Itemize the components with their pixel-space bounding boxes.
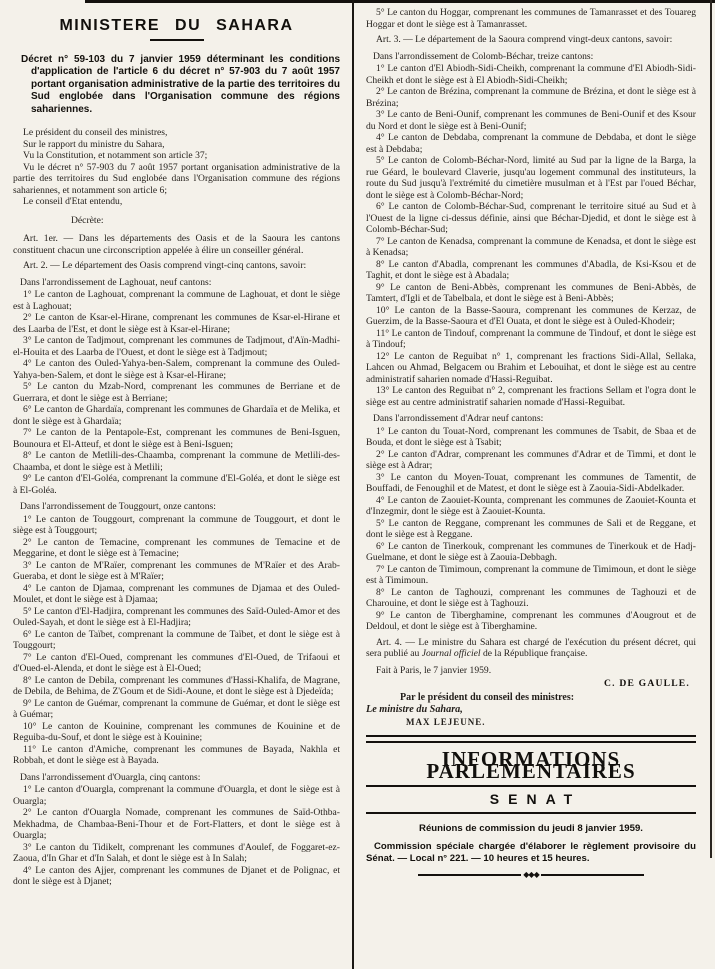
decree-paragraph: Vu la Constitution, et notamment son article 37; [23,150,208,162]
article-4-text: Art. 4. — Le ministre du Sahara est chargé de l'exécution du présent décret, qui sera publié au [366,636,696,659]
decree-paragraph: 12° Le canton de Reguibat n° 1, comprenant les fractions Sidi-Allal, Sellaka, Lahcen ou Ahmad, Belgacem ou Brahim et Lebouihat, et dont le siège est au centre administratif saharien nomade d'Hassi-Reguibat. [366,350,696,385]
column-divider-rule [352,0,354,969]
decree-paragraph: 9° Le canton de Guémar, comprenant la commune de Guémar, et dont le siège est à Guémar; [13,697,340,721]
decree-paragraph: 5° Le canton du Mzab-Nord, comprenant les communes de Berriane et de Guerrara, et dont le siège est à Berriane; [13,381,340,404]
divider-line [418,874,521,876]
decree-paragraph: 5° Le canton d'El-Hadjira, comprenant les communes des Saïd-Ouled-Amor et des Ouled-Sayah, et dont le siège est à El-Hadjira; [13,605,340,629]
senat-heading: SENAT [489,791,582,807]
decree-paragraph: Sur le rapport du ministre du Sahara, [23,138,165,150]
decree-paragraph: 8° Le canton d'Abadla, comprenant les communes d'Abadla, de Ksi-Ksou et de Taghit, et dont le siège est à Abadala; [366,258,696,281]
decree-paragraph: 2° Le canton de Brézina, comprenant la commune de Brézina, et dont le siège est à Brézina; [366,86,696,109]
decree-paragraph: Dans l'arrondissement d'Ouargla, cinq cantons: [20,771,201,783]
decree-paragraph: 11° Le canton d'Amiche, comprenant les communes de Bayada, Nakhla et Robbah, et dont le siège est à Bayada. [13,743,340,767]
decree-paragraph: 9° Le canton d'El-Goléa, comprenant la commune d'El-Goléa, et dont le siège est à El-Goléa. [13,473,340,496]
decree-paragraph: 7° Le canton de Timimoun, comprenant la commune de Timimoun, et dont le siège est à Timimoun. [366,563,696,586]
commission-notice: Commission spéciale chargée d'élaborer le règlement provisoire du Sénat. — Local n° 221. — 10 heures et 15 heures. [366,841,696,864]
decree-paragraph: 4° Le canton de Debdaba, comprenant la commune de Debdaba, et dont le siège est à Debdaba; [366,132,696,155]
divider-line [541,874,644,876]
decree-paragraph: 1° Le canton d'El Abiodh-Sidi-Cheikh, comprenant la commune d'El Abiodh-Sidi-Cheikh et dont le siège est à El Abiodh-Sidi-Cheikh; [366,63,696,86]
signature-de-gaulle: C. DE GAULLE. [604,678,690,689]
decree-paragraph: 9° Le canton de Tiberghamine, comprenant les communes d'Aougrout et de Deldoul, et dont le siège est à Tiberghamine. [366,609,696,632]
decree-paragraph: 6° Le canton de Taïbet, comprenant la commune de Taïbet, et dont le siège est à Touggourt; [13,628,340,652]
decree-paragraph: 11° Le canton de Tindouf, comprenant la commune de Tindouf, et dont le siège est à Tindouf; [366,327,696,350]
decree-body-left [13,127,340,888]
countersign-intro: Par le président du conseil des ministres: [400,691,575,703]
decree-paragraph: 1° Le canton du Touat-Nord, comprenant les communes de Tsabit, de Sbaa et de Bouda, et dont le siège est à Tsabit; [366,425,696,448]
decree-paragraph: 3° Le canton de Tadjmout, comprenant les communes de Tadjmout, d'Aïn-Madhi-el-Houita et des Laarba de l'Ouest, et dont le siège est à Tadjmout; [13,335,340,358]
decree-body-right [366,7,696,633]
countersign-title: Le ministre du Sahara, [366,704,463,715]
decree-paragraph: 8° Le canton de Metlili-des-Chaamba, comprenant la commune de Metlili-des-Chaamba, et dont le siège est à Metlili; [13,450,340,473]
decree-paragraph: Le conseil d'Etat entendu, [23,196,123,208]
decree-paragraph: 4° Le canton de Zaouiet-Kounta, comprenant les communes de Zaouiet-Kounta et d'Inzegmir, dont le siège est à Zaouiet-Kounta. [366,494,696,517]
decree-paragraph: 6° Le canton de Colomb-Béchar-Sud, comprenant le territoire situé au Sud et à l'Ouest de la ligne ci-dessus définie, ainsi que Béchar-Djedid, et dont le siège est à Colomb-Béchar-Sud; [366,201,696,235]
decree-paragraph: Le président du conseil des ministres, [23,127,168,139]
decree-paragraph: Dans l'arrondissement d'Adrar neuf cantons: [373,413,544,424]
decree-paragraph: 8° Le canton de Debila, comprenant les communes d'Hassi-Khalifa, de Magrane, de Debila, de Behima, de Z'Goum et de Sidi-Aoune, et dont le siège est à Djedeïda; [13,674,340,698]
right-column [366,0,696,969]
ministry-title: MINISTERE DU SAHARA [59,17,294,34]
decree-paragraph: 5° Le canton du Hoggar, comprenant les communes de Tamanrasset et des Touareg Hoggar et dont le siège est à Tamanrasset. [366,7,696,30]
informations-parlementaires-heading: INFORMATIONS PARLEMENTAIRES [426,747,636,783]
decree-paragraph: 8° Le canton de Taghouzi, comprenant les communes de Taghouzi et de Charouine, et dont le siège est à Taghouzi. [366,586,696,609]
decree-paragraph: Art. 2. — Le département des Oasis comprend vingt-cinq cantons, savoir: [23,260,307,272]
decree-paragraph: 3° Le canton du Moyen-Touat, comprenant les communes de Tamentit, de Bouffadi, de Fenoughil et de Matest, et dont le siège est à Zaouia-Sidi-Abdelkader. [366,471,696,494]
decree-paragraph: Vu le décret n° 57-903 du 7 août 1957 portant organisation administrative de la partie des territoires du Sud englobée dans l'Organisation commune des régions sahariennes, et notamment son article 6; [13,161,340,196]
section-double-rule [366,735,696,743]
decree-paragraph: 5° Le canton de Colomb-Béchar-Nord, limité au Sud par la ligne de la Barga, la rue Géard, le boulevard Claverie, jusqu'au logement communal des instituteurs, la route du Sud jusqu'à l'extrémité du cimetière musulman et à l'Est par l'oued Béchar, dont le siège est à Colomb-Béchar-Nord; [366,155,696,201]
decree-paragraph: 10° Le canton de la Basse-Saoura, comprenant les communes de Kerzaz, de Guerzim, de la Basse-Saoura et d'El Ouata, et dont le siège est à Ouled-Khodeir; [366,304,696,327]
signature-place-date: Fait à Paris, le 7 janvier 1959. [376,664,492,676]
decree-paragraph: Dans l'arrondissement de Touggourt, onze cantons: [20,501,216,513]
end-divider [366,871,696,879]
decree-paragraph: 7° Le canton de la Pentapole-Est, comprenant les communes de Beni-Isguen, Bounoura et El-Atteuf, et dont le siège est à Beni-Isguen; [13,427,340,450]
article-4-paragraph [366,637,696,660]
commission-meetings-heading: Réunions de commission du jeudi 8 janvier 1959. [419,822,643,834]
decree-paragraph: 7° Le canton d'El-Oued, comprenant les communes d'El-Oued, de Trifaoui et d'Oued-el-Alenda, et dont le siège est à El-Oued; [13,651,340,675]
decree-paragraph: 2° Le canton de Temacine, comprenant les communes de Temacine et de Meggarine, et dont le siège est à Temacine; [13,536,340,560]
decree-paragraph: Dans l'arrondissement de Laghouat, neuf cantons: [20,276,212,288]
decree-paragraph: 1° Le canton de Touggourt, comprenant la commune de Touggourt, et dont le siège est à Touggourt; [13,513,340,537]
decree-paragraph: Dans l'arrondissement de Colomb-Béchar, treize cantons: [373,50,594,62]
decree-paragraph: Décrète: [71,214,104,226]
decree-paragraph: 3° Le canton de M'Raïer, comprenant les communes de M'Raïer et des Arab-Gueraba, et dont le siège est à M'Raïer; [13,559,340,583]
decree-paragraph: 10° Le canton de Kouinine, comprenant les communes de Kouinine et de Reguiba-du-Souf, et dont le siège est à Kouinine; [13,720,340,744]
decree-paragraph: 4° Le canton des Ouled-Yahya-ben-Salem, comprenant la commune des Ouled-Yahya-ben-Salem, et dont le siège est à Ksar-el-Hirane; [13,358,340,381]
decree-paragraph: 6° Le canton de Tinerkouk, comprenant les communes de Tinerkouk et de Hadj-Guelmane, et dont le siège est à Zaouia-Debbagh. [366,540,696,563]
decree-paragraph: 6° Le canton de Ghardaïa, comprenant les communes de Ghardaïa et de Melika, et dont le siège est à Ghardaïa; [13,404,340,427]
decree-paragraph: 1° Le canton d'Ouargla, comprenant la commune d'Ouargla, et dont le siège est à Ouargla; [13,784,340,807]
heading-rule [366,812,696,814]
journal-officiel-italic: Journal officiel [421,648,481,659]
decree-paragraph: 2° Le canton d'Ouargla Nomade, comprenant les communes de Saïd-Othba-Mekhadma, de Chambaa-Beni-Thour et de Fort-Flatters, et dont le siège est à Ouargla; [13,807,340,842]
diamond-divider-icon: ◆◆◆ [523,870,539,879]
decree-paragraph: 3° Le canton du Tidikelt, comprenant les communes d'Aoulef, de Foggaret-ez-Zaoua, d'In Ghar et d'In Salah, et dont le siège est à In Salah; [13,841,340,865]
decree-paragraph: 9° Le canton de Beni-Abbès, comprenant les communes de Beni-Abbès, de Tamtert, d'Igli et de Tabelbala, et dont le siège est à Beni-Abbès; [366,281,696,304]
decree-paragraph: 4° Le canton de Djamaa, comprenant les communes de Djamaa et des Ouled-Moulet, et dont le siège est à Djamaa; [13,582,340,606]
title-underline-rule [150,39,204,41]
decree-paragraph: 2° Le canton d'Adrar, comprenant les communes d'Adrar et de Timmi, et dont le siège est à Adrar; [366,448,696,471]
decree-paragraph: 7° Le canton de Kenadsa, comprenant la commune de Kenadsa, et dont le siège est à Kenadsa; [366,235,696,258]
signature-lejeune: MAX LEJEUNE. [406,716,486,727]
decree-paragraph: Art. 1er. — Dans les départements des Oasis et de la Saoura les cantons constituent chacun une circonscription appelée à élire un conseiller général. [13,233,340,256]
article-4-text-end: de la République française. [480,648,588,659]
page-edge-rule [710,0,712,858]
decree-paragraph: 13° Le canton des Reguibat n° 2, comprenant les fractions Sellam et l'ogra dont le siège est au centre administratif saharien nomade d'Hassi-Reguibat. [366,385,696,408]
left-column [13,0,340,969]
decree-paragraph: 4° Le canton des Ajjer, comprenant les communes de Djanet et de Polignac, et dont le siège est à Djanet; [13,864,340,888]
decree-paragraph: Art. 3. — Le département de la Saoura comprend vingt-deux cantons, savoir: [376,34,673,45]
decree-paragraph: 5° Le canton de Reggane, comprenant les communes de Sali et de Reggane, et dont le siège est à Reggane. [366,517,696,540]
decree-paragraph: 1° Le canton de Laghouat, comprenant la commune de Laghouat, et dont le siège est à Laghouat; [13,289,340,312]
decree-summary: Décret n° 59-103 du 7 janvier 1959 déterminant les conditions d'application de l'article 6 du décret n° 57-903 du 7 août 1957 portant organisation administrative de la partie des territoires du Sud englobée dans l'Organisation commune des régions sahariennes. [21,53,340,115]
decree-paragraph: 2° Le canton de Ksar-el-Hirane, comprenant les communes de Ksar-el-Hirane et des Laarba de l'Est, et dont le siège est à Ksar-el-Hirane; [13,312,340,335]
heading-rule [366,785,696,787]
decree-paragraph: 3° Le canto de Beni-Ounif, comprenant les communes de Beni-Ounif et des Ksour du Nord et dont le siège est à Beni-Ounif; [366,109,696,132]
